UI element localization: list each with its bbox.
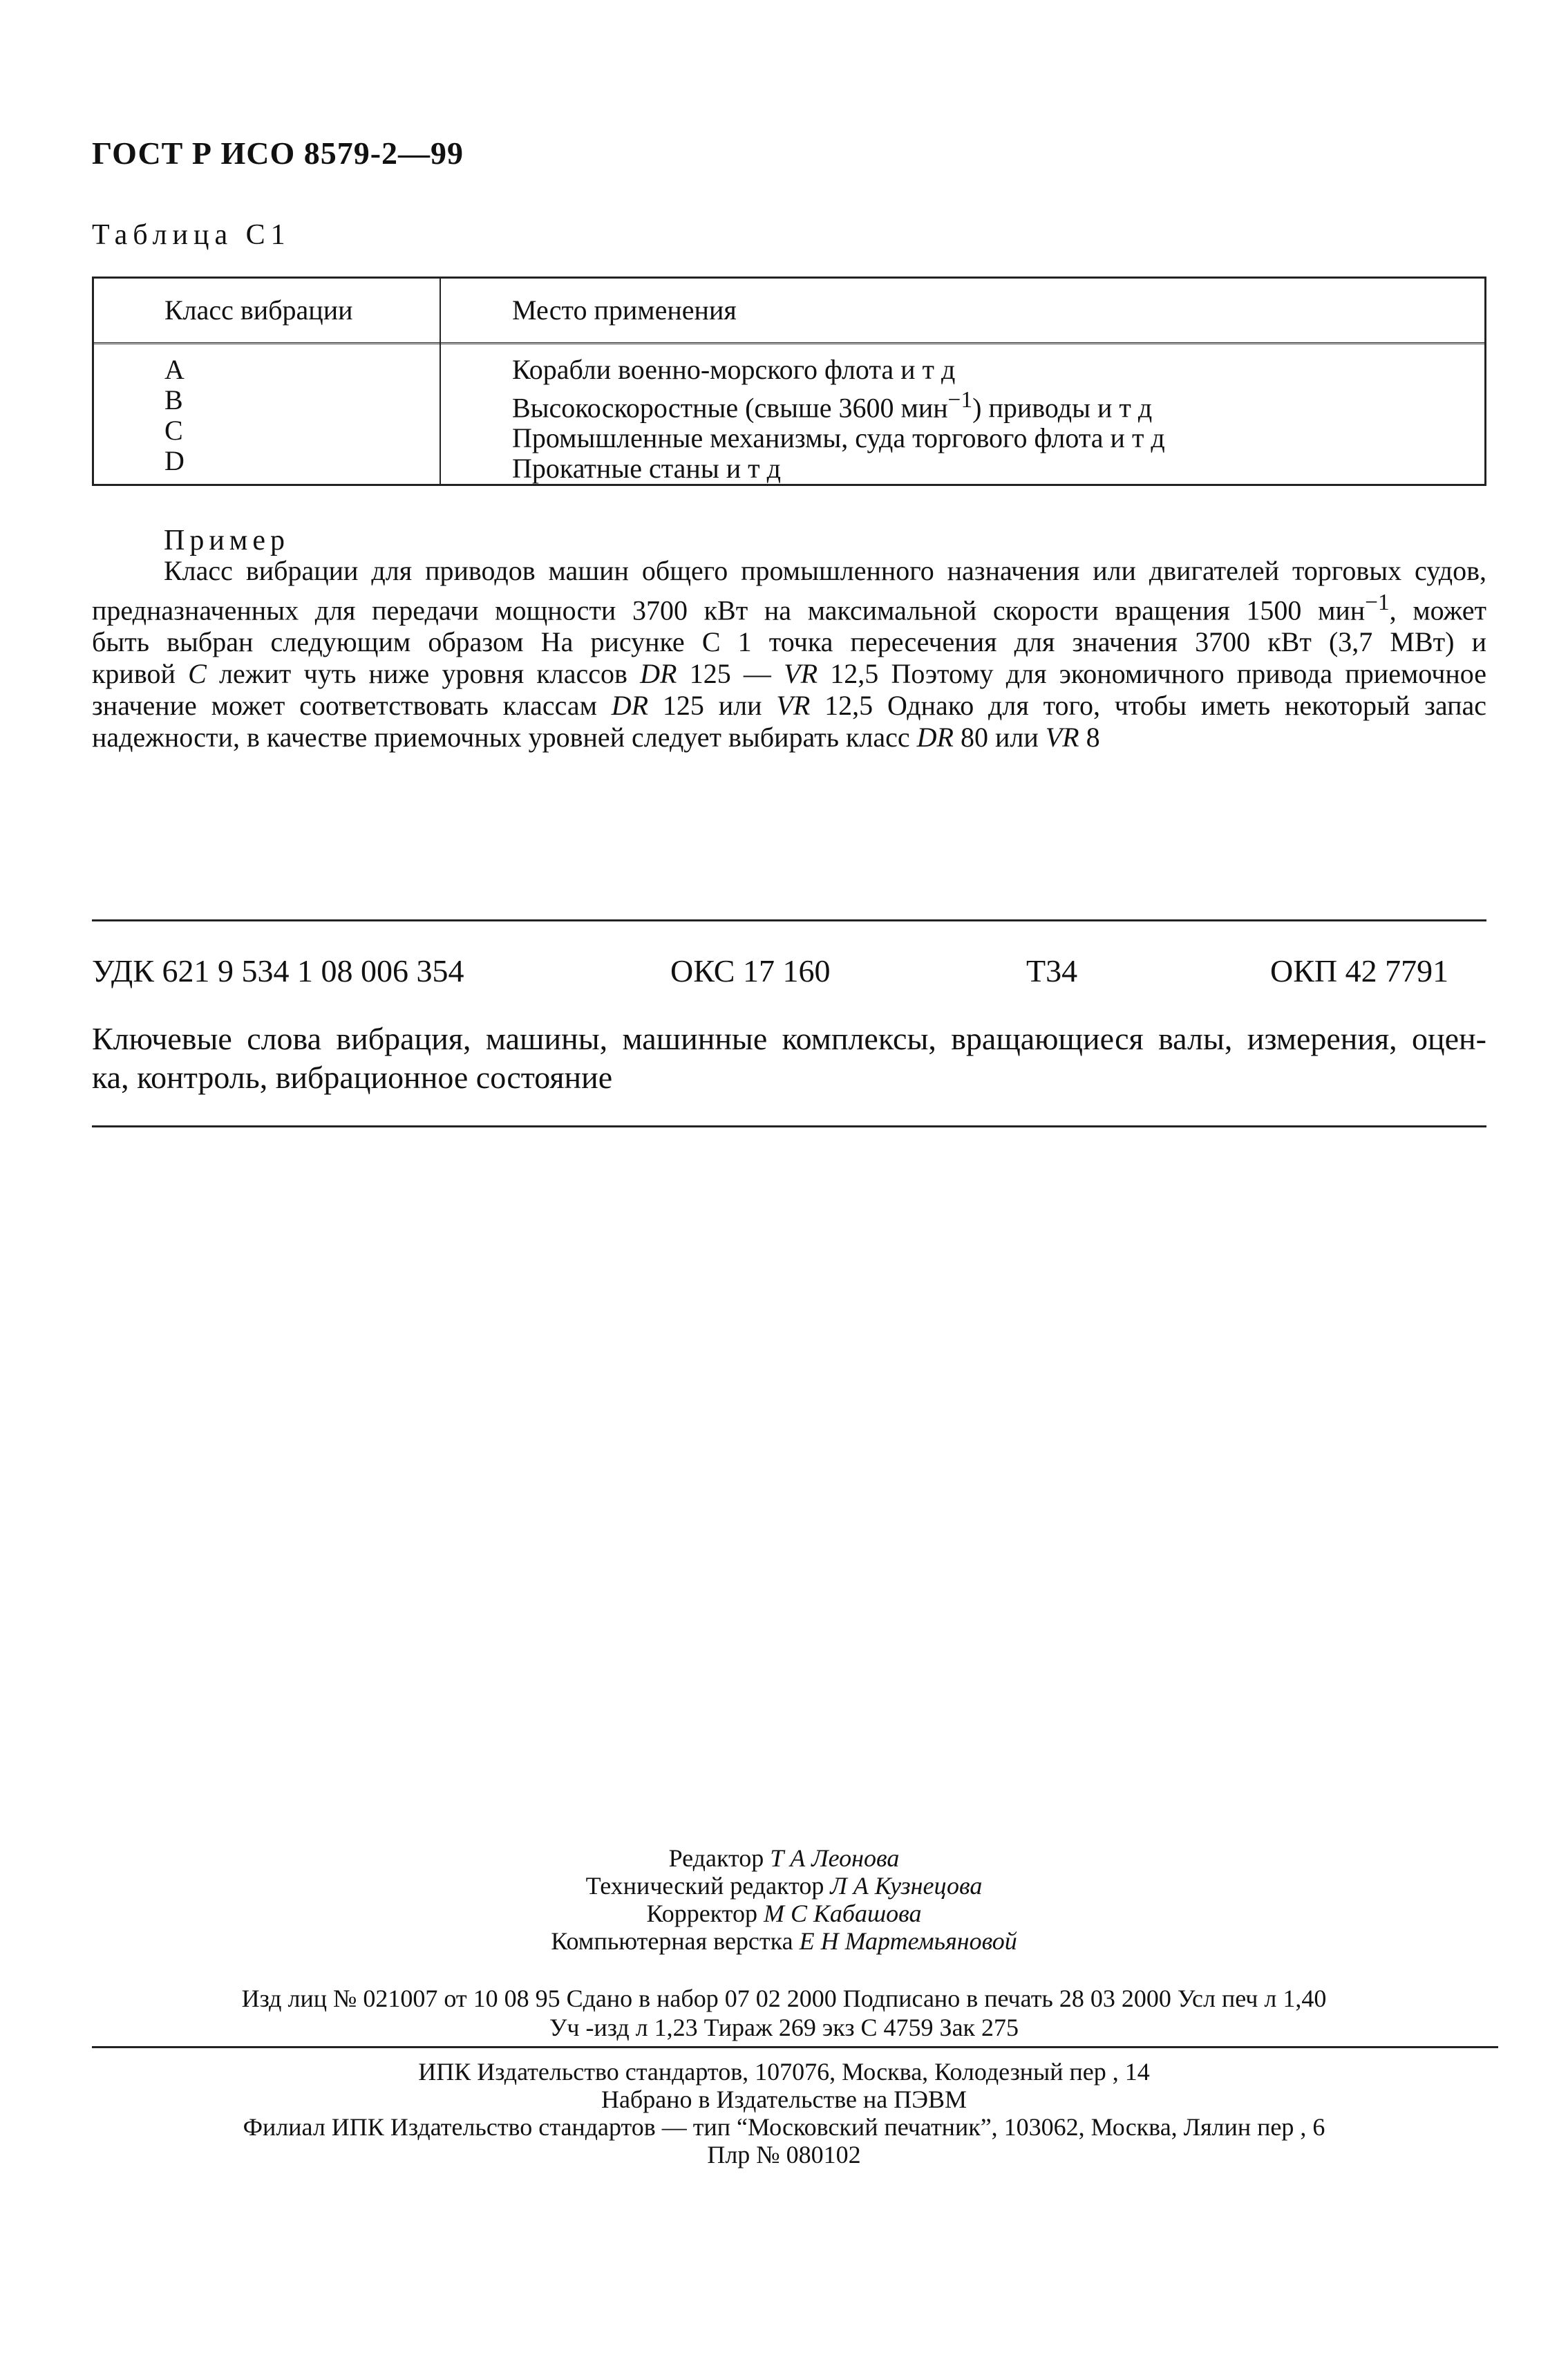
credit-role: Редактор — [668, 1844, 771, 1872]
place-text: Высокоскоростные (свыше 3600 мин — [512, 392, 948, 424]
example-heading: Пример — [164, 525, 290, 556]
divider-bottom — [92, 1125, 1486, 1127]
place-superscript: −1 — [947, 387, 973, 413]
t-code: Т34 — [1026, 953, 1078, 988]
table-cell-class: C — [164, 415, 183, 446]
example-text: 125 или — [648, 690, 777, 722]
credit-role: Компьютерная верстка — [551, 1927, 800, 1955]
example-text: кривой — [92, 658, 176, 690]
class-symbol-dr: DR — [611, 690, 649, 722]
publisher-block — [0, 2058, 1568, 2168]
table-caption: Таблица С1 — [92, 219, 291, 251]
credit-name: М С Кабашова — [763, 1900, 922, 1927]
example-line — [92, 690, 1486, 722]
table-cell-class: A — [164, 354, 185, 385]
publisher-line: Плр № 080102 — [707, 2141, 861, 2168]
example-paragraph — [92, 555, 1486, 753]
table-cell-place: Прокатные станы и т д — [512, 453, 781, 485]
credit-name: Л А Кузнецова — [830, 1872, 983, 1900]
credit-name: Т А Леонова — [770, 1844, 900, 1872]
example-line — [92, 722, 1486, 753]
example-text: лежит чуть ниже уровня классов — [206, 658, 641, 690]
example-text: 125 — — [677, 658, 784, 690]
example-text: значение может соответствовать классам — [92, 690, 597, 722]
example-text: предназначенных для передачи мощности 3700 кВт на максимальной скорости вращения 1500 мин — [92, 594, 1366, 626]
credit-layout — [0, 1927, 1568, 1955]
keywords-line: ка, контроль, вибрационное состояние — [92, 1060, 613, 1095]
credit-name: Е Н Мартемьяновой — [799, 1927, 1017, 1955]
credit-role: Корректор — [646, 1900, 764, 1927]
imprint-block — [0, 1984, 1568, 2042]
example-text: , может — [1389, 594, 1486, 626]
example-line — [92, 587, 1486, 626]
publisher-line: Набрано в Издательстве на ПЭВМ — [601, 2086, 967, 2113]
example-text: 8 — [1079, 722, 1100, 753]
credit-editor — [0, 1844, 1568, 1872]
credit-role: Технический редактор — [585, 1872, 831, 1900]
class-symbol-vr: VR — [776, 690, 811, 722]
example-line — [92, 658, 1486, 690]
imprint-line: Уч -изд л 1,23 Тираж 269 экз С 4759 Зак 275 — [549, 2014, 1019, 2041]
divider-top — [92, 919, 1486, 921]
table-header-place: Место применения — [512, 294, 737, 326]
table-cell-place — [512, 385, 1165, 423]
imprint-line: Изд лиц № 021007 от 10 08 95 Сдано в набор 07 02 2000 Подписано в печать 28 03 2000 Усл печ л 1,40 — [241, 1985, 1327, 2012]
table-class-column — [94, 355, 440, 476]
divider-imprint — [92, 2046, 1498, 2048]
curve-symbol: C — [188, 658, 207, 690]
okp-code: ОКП 42 7791 — [1270, 953, 1449, 988]
document-code: ГОСТ Р ИСО 8579-2—99 — [92, 135, 464, 171]
vibration-class-table — [92, 277, 1486, 486]
class-symbol-dr: DR — [640, 658, 677, 690]
table-cell-class: B — [164, 384, 183, 415]
example-line: Класс вибрации для приводов машин общего промышленного назначения или двигателей торговых судов, — [164, 555, 1486, 586]
keywords-line: Ключевые слова вибрация, машины, машинные комплексы, вращающиеся валы, измерения, оцен- — [92, 1021, 1486, 1056]
example-superscript: −1 — [1365, 590, 1390, 615]
example-text: надежности, в качестве приемочных уровней следует выбирать класс — [92, 722, 910, 753]
class-symbol-vr: VR — [1045, 722, 1079, 753]
udc-code: УДК 621 9 534 1 08 006 354 — [92, 953, 464, 988]
example-line: быть выбран следующим образом На рисунке С 1 точка пересечения для значения 3700 кВт (3,7 МВт) и — [92, 626, 1486, 658]
credit-corrector — [0, 1900, 1568, 1927]
place-text: ) приводы и т д — [972, 392, 1153, 424]
oks-code: ОКС 17 160 — [670, 953, 831, 988]
table-cell-class: D — [164, 445, 185, 476]
class-symbol-vr: VR — [784, 658, 818, 690]
class-symbol-dr: DR — [916, 722, 954, 753]
example-text: 12,5 Поэтому для экономичного привода приемочное — [818, 658, 1487, 690]
keywords-block — [92, 1020, 1486, 1097]
table-column-divider — [440, 279, 441, 484]
table-cell-place: Промышленные механизмы, суда торгового флота и т д — [512, 422, 1165, 454]
table-header-divider — [94, 342, 1484, 347]
publisher-line: Филиал ИПК Издательство стандартов — тип “Московский печатник”, 103062, Москва, Лялин пер , 6 — [243, 2113, 1325, 2141]
example-text: 12,5 Однако для того, чтобы иметь некоторый запас — [810, 690, 1487, 722]
credits-block — [0, 1844, 1568, 1955]
credit-tech-editor — [0, 1872, 1568, 1900]
table-header-class: Класс вибрации — [164, 294, 353, 326]
example-text: 80 или — [953, 722, 1046, 753]
table-cell-place: Корабли военно-морского флота и т д — [512, 354, 956, 385]
publisher-line: ИПК Издательство стандартов, 107076, Москва, Колодезный пер , 14 — [418, 2058, 1150, 2086]
table-place-column — [512, 355, 1165, 484]
